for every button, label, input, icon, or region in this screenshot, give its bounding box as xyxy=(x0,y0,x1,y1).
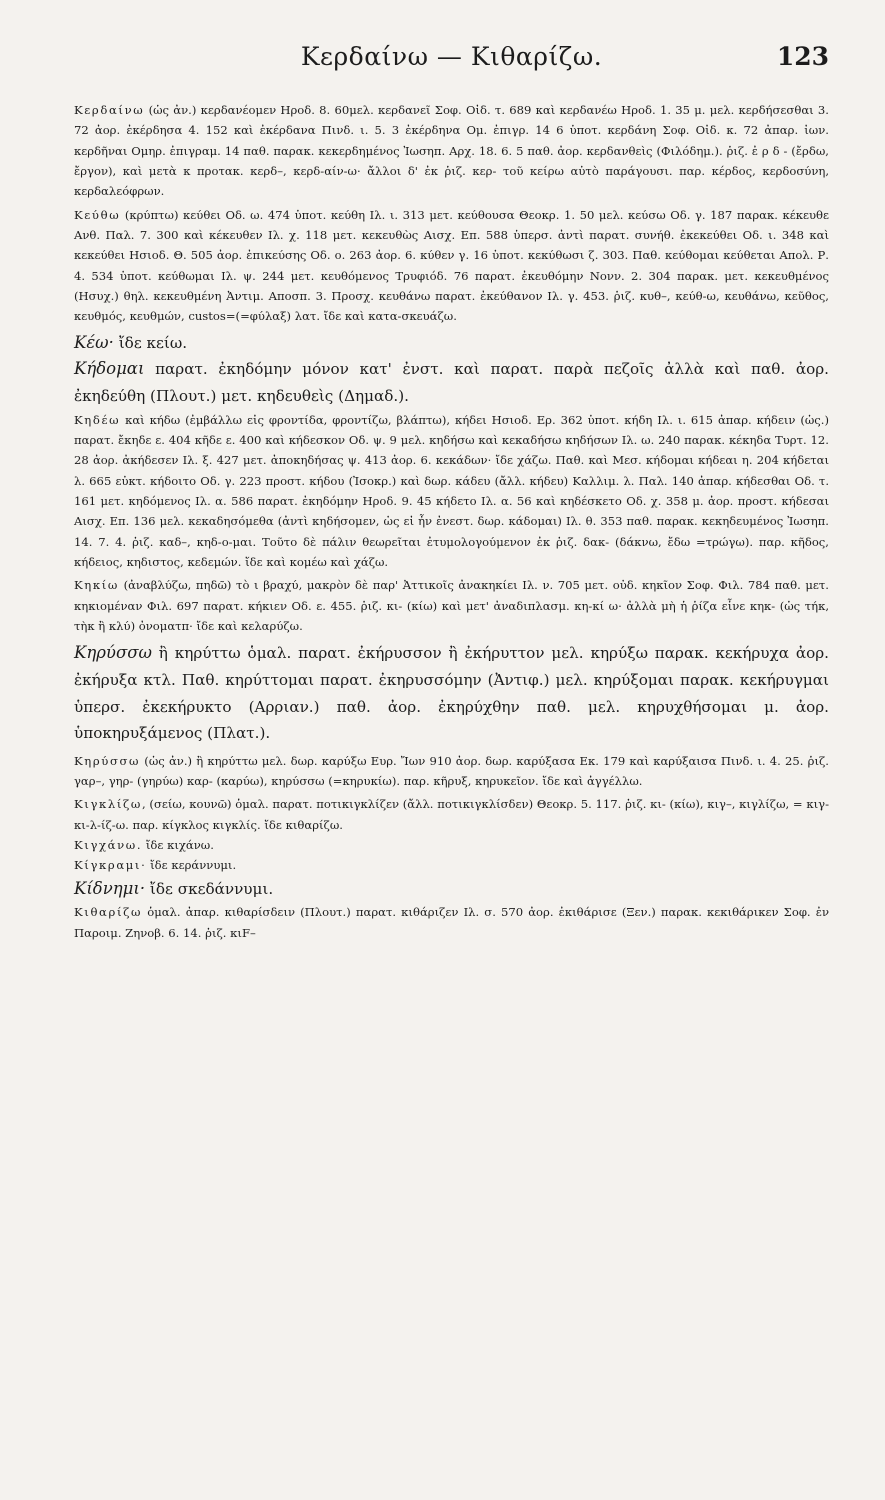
entry-keo xyxy=(74,330,829,357)
entry-kekio xyxy=(74,575,829,636)
entry-headword: Κερδαίνω xyxy=(74,103,145,117)
entry-headword: Κιγχάνω. xyxy=(74,838,143,853)
entry-kedeo xyxy=(74,410,829,573)
entry-headword: Κηρύσσω xyxy=(74,753,141,768)
entry-kerysso xyxy=(74,751,829,792)
entry-keutho xyxy=(74,205,829,327)
entry-headword: Κεύθω xyxy=(74,207,121,222)
entry-headword: Κίδνημι· xyxy=(74,878,146,898)
entry-kerdaino xyxy=(74,100,829,202)
entry-text: (κρύπτω) κεύθει Οδ. ω. 474 ὑποτ. κεύθη Ιλ. ι. 313 μετ. κεύθουσα Θεοκρ. 1. 50 μελ. κεύσω Οδ. γ. 187 παρακ. κέκευθε Ανθ. Παλ. 7. 300 καὶ κέκευθεν Ιλ. χ. 118 μετ. κεκευθὼς Αισχ. Επ. 588 ὑπερσ. ἀντὶ παρατ. συνήθ. ἐκεκεύθει Οδ. ι. 348 καὶ κεκεύθει Ησιοδ. Θ. 505 ἀορ. ἐπικεύσης Οδ. ο. 263 ἀορ. 6. κύθεν γ. 16 ὑποτ. κεκύθωσι ζ. 303. Παθ. κεύθομαι κεύθεται Απολ. Ρ. 4. 534 ὑποτ. κεύθωμαι Ιλ. ψ. 244 μετ. κευθόμενος Τρυφιόδ. 76 παρατ. ἐκευθόμην Νονν. 2. 304 παρακ. μετ. κεκευθμένος (Ησυχ.) θηλ. κεκευθμένη Ἀντιμ. Αποσπ. 3. Προσχ. κευθάνω παρατ. ἐκεύθανον Ιλ. γ. 453. ῥιζ. κυθ–, κεύθ-ω, κευθάνω, κεῦθος, κευθμός, κευθμών, custos=(=φύλαξ) λατ. ἴδε καὶ κατα-σκευάζω. xyxy=(74,207,829,324)
entry-text: ἴδε κείω. xyxy=(113,333,188,352)
entry-kidnemi xyxy=(74,876,829,903)
entry-text: , (σείω, κουνῶ) ὁμαλ. παρατ. ποτικιγκλίζεν (ἄλλ. ποτικιγκλίσδεν) Θεοκρ. 5. 117. ῥιζ. κι- (κίω), κιγ–, κιγλίζω, = κιγ-κι-λ-ίζ-ω. παρ. κίγκλος κιγκλίς. ἴδε κιθαρίζω. xyxy=(74,797,829,832)
entry-kinklizo xyxy=(74,794,829,835)
entry-text: καὶ κήδω (ἐμβάλλω εἰς φροντίδα, φροντίζω, βλάπτω), κήδει Ησιοδ. Ερ. 362 ὑποτ. κήδη Ιλ. ι. 615 ἀπαρ. κήδειν (ὡς.) παρατ. ἔκηδε ε. 404 κῆδε ε. 400 καὶ κήδεσκον Οδ. ψ. 9 μελ. κηδήσω καὶ κεκαδήσω κηδήσων Ιλ. ω. 240 παρακ. κέκηδα Τυρτ. 12. 28 ἀορ. ἀκήδεσεν Ιλ. ξ. 427 μετ. ἀποκηδήσας ψ. 413 ἀορ. 6. κεκάδων· ἴδε χάζω. Παθ. καὶ Μεσ. κήδομαι κήδεαι η. 204 κήδεται λ. 665 εὐκτ. κήδοιτο Οδ. γ. 223 προστ. κήδου (Ἰσοκρ.) καὶ δωρ. κάδευ (ἄλλ. κήδευ) Καλλιμ. λ. Παλ. 140 ἀπαρ. κήδεσθαι Οδ. τ. 161 μετ. κηδόμενος Ιλ. α. 586 παρατ. ἐκηδόμην Ηροδ. 9. 45 κήδετο Ιλ. α. 56 καὶ κηδέσκετο Οδ. χ. 358 μ. ἀορ. προστ. κήδεσαι Αισχ. Επ. 136 μελ. κεκαδησόμεθα (ἀντὶ κηδήσομεν, ὡς εἰ ἦν ἐνεστ. δωρ. κάδομαι) Ιλ. θ. 353 παθ. παρακ. κεκηδευμένος Ἰωσηπ. 14. 7. 4. ῥιζ. καδ–, κηδ-ο-μαι. Τοῦτο δὲ πάλιν θεωρεῖται ἐτυμολογούμενον ἐκ ῥιζ. δακ- (δάκνω, ἔδω =τρώγω). παρ. κῆδος, κήδειος, κηδιστος, κεδεμών. ἴδε καὶ κομέω καὶ χάζω. xyxy=(74,412,829,569)
entry-kinkrami xyxy=(74,855,829,875)
entry-text: ἴδε κιχάνω. xyxy=(142,838,214,853)
entry-headword: Κιγκλίζω xyxy=(74,797,143,812)
entry-headword: Κίγκραμι· xyxy=(74,858,147,873)
entry-text: ὁμαλ. ἀπαρ. κιθαρίσδειν (Πλουτ.) παρατ. κιθάριζεν Ιλ. σ. 570 ἀορ. ἐκιθάρισε (Ξεν.) παρακ. κεκιθάρικεν Σοφ. ἐν Παροιμ. Ζηνοβ. 6. 14. ῥιζ. κιF– xyxy=(74,905,829,940)
entry-text: ἢ κηρύττω ὁμαλ. παρατ. ἐκήρυσσον ἢ ἐκήρυττον μελ. κηρύξω παρακ. κεκήρυχα ἀορ. ἐκήρυξα κτλ. Παθ. κηρύττομαι παρατ. ἐκηρυσσόμην (Ἀντιφ.) μελ. κηρύξομαι παρακ. κεκήρυγμαι ὑπερσ. ἐκεκήρυκτο (Αρριαν.) παθ. ἀορ. ἐκηρύχθην παθ. μελ. κηρυχθήσομαι μ. ἀορ. ὑποκηρυξάμενος (Πλατ.). xyxy=(74,644,829,743)
running-head xyxy=(74,42,829,92)
entry-headword: Κιθαρίζω xyxy=(74,905,143,920)
entry-text: (ἀναβλύζω, πηδῶ) τὸ ι βραχύ, μακρὸν δὲ παρ' Ἀττικοῖς ἀνακηκίει Ιλ. ν. 705 μετ. οὐδ. κηκῖον Σοφ. Φιλ. 784 παθ. μετ. κηκιομέναν Φιλ. 697 παρατ. κήκιεν Οδ. ε. 455. ῥιζ. κι- (κίω) καὶ μετ' ἀναδιπλασμ. κη-κί ω· ἀλλὰ μὴ ἡ ῥίζα εἶνε κηκ- (ὡς τήκ, τὴκ ἢ κλύ) ὀνοματπ· ἴδε καὶ κελαρύζω. xyxy=(74,578,829,633)
entry-kitharizo xyxy=(74,902,829,943)
entry-text: (ὡς ἀν.) ἢ κηρύττω μελ. δωρ. καρύξω Ευρ. Ἴων 910 ἀορ. δωρ. καρύξασα Εκ. 179 καὶ καρύξαισα Πινδ. ι. 4. 25. ῥιζ. γαρ–, γηρ- (γηρύω) καρ- (καρύω), κηρύσσω (=κηρυκίω). παρ. κῆρυξ, κηρυκεῖον. ἴδε καὶ ἀγγέλλω. xyxy=(74,753,829,789)
page-number: 123 xyxy=(776,42,829,71)
entry-text: (ὡς ἀν.) κερδανέομεν Ηροδ. 8. 60μελ. κερδανεῖ Σοφ. Οἰδ. τ. 689 καὶ κερδανέω Ηροδ. 1. 35 μ. μελ. κερδήσεσθαι 3. 72 ἀορ. ἐκέρδησα 4. 152 καὶ ἐκέρδανα Πινδ. ι. 5. 3 ἐκέρδηνα Ομ. ἐπιγρ. 14 6 ὑποτ. κερδάνη Σοφ. Οἰδ. κ. 72 ἀπαρ. ἰων. κερδῆναι Ομηρ. ἐπιγραμ. 14 παθ. παρακ. κεκερδημένος Ἰωσηπ. Αρχ. 18. 6. 5 παθ. ἀορ. κερδανθεὶς (Φιλόδημ.). ῥιζ. ἐ ρ δ - (ἔρδω, ἔργον), καὶ μετὰ κ προτακ. κερδ–, κερδ-αίν-ω· ἄλλοι δ' ἐκ ῥιζ. κερ- τοῦ κείρω αὐτὸ παράγουσι. παρ. κέρδος, κερδοσύνη, κερδαλεόφρων. xyxy=(74,103,829,199)
entry-kedomai xyxy=(74,356,829,409)
entry-headword: Κηκίω xyxy=(74,578,119,593)
entry-headword: Κηδέω xyxy=(74,412,121,427)
entry-headword: Κηρύσσω xyxy=(74,643,152,663)
entry-headword: Κέω· xyxy=(74,332,114,352)
entry-kinchano xyxy=(74,835,829,855)
running-title: Κερδαίνω — Κιθαρίζω. xyxy=(300,42,603,71)
entry-text: παρατ. ἐκηδόμην μόνον κατ' ἐνστ. καὶ παρατ. παρὰ πεζοῖς ἀλλὰ καὶ παθ. ἀορ. ἐκηδεύθη (Πλουτ.) μετ. κηδευθεὶς (Δημαδ.). xyxy=(74,360,829,405)
entry-text: ἴδε κεράννυμι. xyxy=(146,858,237,873)
entry-kerysso-regular xyxy=(74,640,829,746)
entries xyxy=(74,100,829,943)
entry-text: ἴδε σκεδάννυμι. xyxy=(145,879,274,898)
entry-headword: Κήδομαι xyxy=(74,359,145,379)
